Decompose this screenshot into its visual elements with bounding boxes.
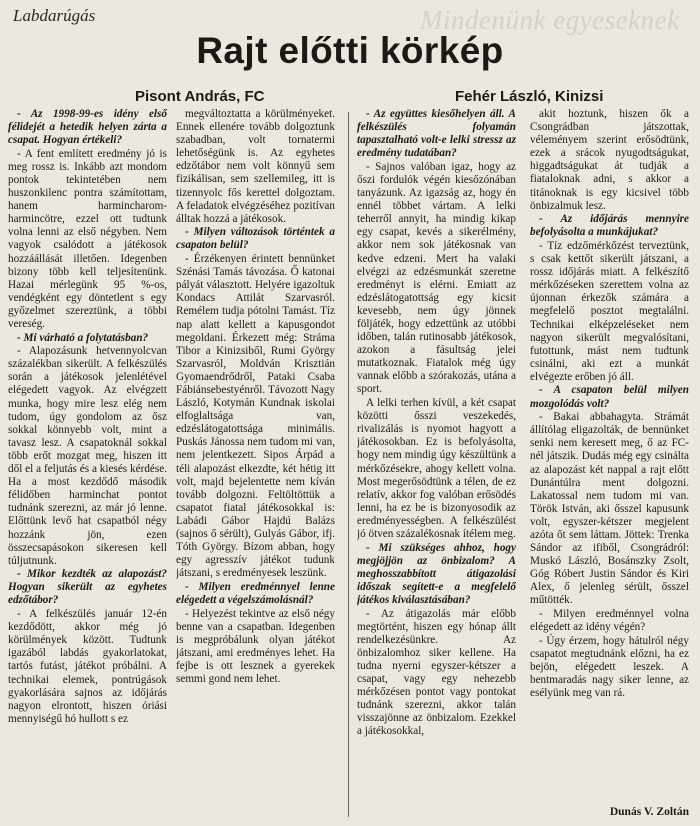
column-4	[530, 108, 689, 820]
interview-answer: - Milyen eredménnyel volna elégedett az idény végén?	[530, 608, 689, 634]
interview-question: - Milyen eredménnyel lenne elégedett a végelszámolásnál?	[176, 580, 335, 606]
section-label: Labdarúgás	[13, 6, 96, 25]
interview-question: - Az 1998-99-es idény első félidejét a hetedik helyen zárta a csapat. Hogyan értékeli?	[8, 108, 167, 147]
interview-question: - Milyen változások történtek a csapaton belül?	[176, 226, 335, 252]
interview-answer: megváltoztatta a körülményeket. Ennek ellenére tovább dolgoztunk szabadban, volt tornatermi lehetőségünk is. Az egyhetes edzőtábor nem volt könnyű sem fizikálisan, sem szellemileg, itt is tizennyolc fős kerettel dolgoztam. A feladatok elvégzéséhez pozitívan álltak hozzá a játékosok.	[176, 108, 335, 225]
interview-answer: - Alapozásunk hetvennyolcvan százalékban sikerült. A felkészülés során a játékosok jelenlétével elégedett vagyok. Az elvégzett munka, hogy mire lesz elég nem tudom, úgy gondolom az ősz sokkal könnyebb volt, mint a tavasz lesz. A csapatoknál sokkal több erőt mozgat meg, hiszen itt dől el a feljutás és a kiesés kérdése. Ha a most kezdődő második félidőben harminchat pontot tudnánk szerezni, az már jó lenne. Előttünk levő hat csapatból négy hozzánk jön, ezen összecsapásokon sikeresen kell túljutnunk.	[8, 345, 167, 567]
faded-bleedthrough-text: Mindenünk egyeseknek	[420, 5, 680, 35]
column-3	[357, 108, 516, 820]
interview-question: - Mi várható a folytatásban?	[17, 331, 149, 344]
interview-question: - Az együttes kiesőhelyen áll. A felkészülés folyamán tapasztalható volt-e lelki stressz az eredmény tudatában?	[357, 108, 516, 160]
interview-answer: - Az átigazolás már előbb megtörtént, hiszen egy hónap állt rendelkezésünkre. Az önbizalomhoz siker kellene. Ha tudna nyerni egyszer-kétszer a csapat, vagy egy nehezebb mérkőzésen pontot vagy pontokat tudnánk szerezni, akkor talán visszajönne az önbizalom. Ezekkel a játékosokkal,	[357, 607, 516, 738]
interview-answer: - Úgy érzem, hogy hátulról négy csapatot megtudnánk előzni, ha ez bejön, elégedett leszek. A bentmaradás nagy siker lenne, az esélyünk meg van rá.	[530, 634, 689, 700]
interview-answer: - Tíz edzőmérkőzést terveztünk, s csak kettőt sikerült játszani, a rossz időjárás miatt. A felkészítő mérkőzéseken szerettem volna az újonnan érkezők számára a megfelelő posztot megtalálni. Technikai elképzeléseket nem nagyon sikerült megvalósítani, futottunk, mást nem tudtunk csinálni, aki ezt a munkát elvégezte erőben jó áll.	[530, 239, 689, 383]
interview-answer: - Bakai abbahagyta. Strámát állítólag eligazolták, de bennünket senki nem keresett meg, ő az FC-nél játszik. Dudás még egy csinálta az alapozást két nappal a rajt előtt Dunántúlra ment dolgozni. Lakatossal nem tudom mi van. Török István, aki ősszel kapusunk volt, egyszer-kétszer megjelent azóta őt sem láttam. Jöttek: Trenka Sándor az ifiből, Csongrádról: Muskó László, Bosánszky Zsolt, Góg Róbert Justin Sándor és Kiri Alex, ő jelenleg sérült, ősszel műtötték.	[530, 411, 689, 607]
byline-left: Pisont András, FC	[135, 88, 265, 105]
interview-answer: A lelki terhen kívül, a két csapat közötti ősszi veszekedés, rivalizálás is nyomot hagyott a játékosokban. Ez is befolyásolta, hogy nem mindig úgy készültünk a mérkőzésekre, ahogy kellett volna. Most megerősödtünk a télen, de ez relatív, akkor fog valóban erősödés lenni, ha ez be is bizonyosodik az eredményességben. A felkészülést jó ötven százalékosnak ítélem meg.	[357, 397, 516, 540]
column-1	[8, 108, 167, 820]
byline-right: Fehér László, Kinizsi	[455, 88, 604, 105]
article-title: Rajt előtti körkép	[196, 30, 504, 71]
interview-answer: akit hoztunk, hiszen ők a Csongrádban játszottak, véleményem szerint erősödtünk, ezek a srácok nyugodtságukat, higgadtságukat át tudják a fiataloknak adni, s akkor a titánoknak is egy kicsivel több önbizalmuk lesz.	[530, 108, 689, 212]
column-2	[176, 108, 335, 820]
interview-answer: - Sajnos valóban igaz, hogy az őszi fordulók végén kiesőzónában tanyázunk. Az igazság az, hogy én ennél többet vártam. A lelki teherről annyit, ha mindig kikap egy csapat, kevés a sikerélmény, akkor nem sok játékosnak van kedve edzeni. Mert ha valaki elvégzi az edzésmunkát szeretne eredményt is elérni. Emiatt az edzéslátogatottság egy kicsit kevesebb, nem úgy jönnek följáték, hogy edzettünk az utóbbi időben, talán rutinosabb játékosok, azokon a fásultság jelei mutatkoznak. Fiatalok még úgy vannak előbb a szórakozás, utána a sport.	[357, 160, 516, 396]
interview-question: - Mi szükséges ahhoz, hogy megjöjjön az önbizalom? A meghosszabbított átigazolási időszak segített-e a megfelelő játékos kiválasztásában?	[357, 541, 516, 606]
interview-question: - Mikor kezdték az alapozást? Hogyan sikerült az egyhetes edzőtábor?	[8, 568, 167, 607]
interview-answer: - A felkészülés január 12-én kezdődött, akkor még jó körülmények között. Tudtunk igazából labdás gyakorlatokat, tartós futást, játékot próbálni. A technikai elemek, pontrúgások gyakorlására sajnos az időjárás nagyon elrontott, hiszen óriási mennyiségű hó hullott s ez	[8, 608, 167, 725]
interview-question: - Az időjárás mennyire befolyásolta a munkájukat?	[530, 213, 689, 239]
article-divider	[348, 112, 349, 817]
interview-answer: - Helyezést tekintve az első négy benne van a csapatban. Idegenben is megpróbálunk olyan játékot játszani, ami eredményes lehet. Ha fejbe is ott lesznek a gyerekek semmi gond nem lehet.	[176, 607, 335, 686]
interview-question: - A csapaton belül milyen mozgolódás volt?	[530, 384, 689, 410]
interview-answer: - A fent említett eredmény jó is meg rossz is. Inkább azt mondom pontok tekintetében nem huszonkilenc pontra számítottam, hanem harmincharom- harmincötre, ezzel ott tudtunk volna lenni az első négyben. Nem vagyok csalódott a játékosok hozzáállását illetően. Idegenben bizony több kell teljesítenünk. Hazai mérlegünk 95 %-os, vendégként egy döntetlent s egy győzelmet szereztünk, a többi vereség.	[8, 147, 167, 330]
interview-answer: - Érzékenyen érintett bennünket Szénási Tamás távozása. Ő katonai pályát választott. Helyére igazoltuk Kondacs Attilát Szarvasról. Remélem tudja pótolni Tamást. Tíz nap alatt kellett a kapusgondot megoldani. Érkezett még: Stráma Tibor a Kinizsiből, Rumi György Szarvasról, Moldván Krisztián Gyomaendrődről, Pataki Csaba Fábiánsebestyénről. Távozott Nagy László, Kotymán Kundnak iskolai elfoglaltsága van, edzéslátogatottsága minimális. Puskás Jánossa nem tudom mi van, nem jelentkezett. Sipos Árpád a téli alapozást elkezdte, két hétig itt volt, majd bejelentette nem kíván tovább dolgozni. Feltöltöttük a csapatot fiatal játékosokkal is: Labádi Gábor Hajdú Balázs (sajnos ő sérült), Gulyás Gábor, ifj. Tóth György. Bízom abban, hogy egy agresszív játékot tudunk játszani, s eredményesek leszünk.	[176, 253, 335, 580]
author-signature: Dunás V. Zoltán	[609, 806, 689, 818]
